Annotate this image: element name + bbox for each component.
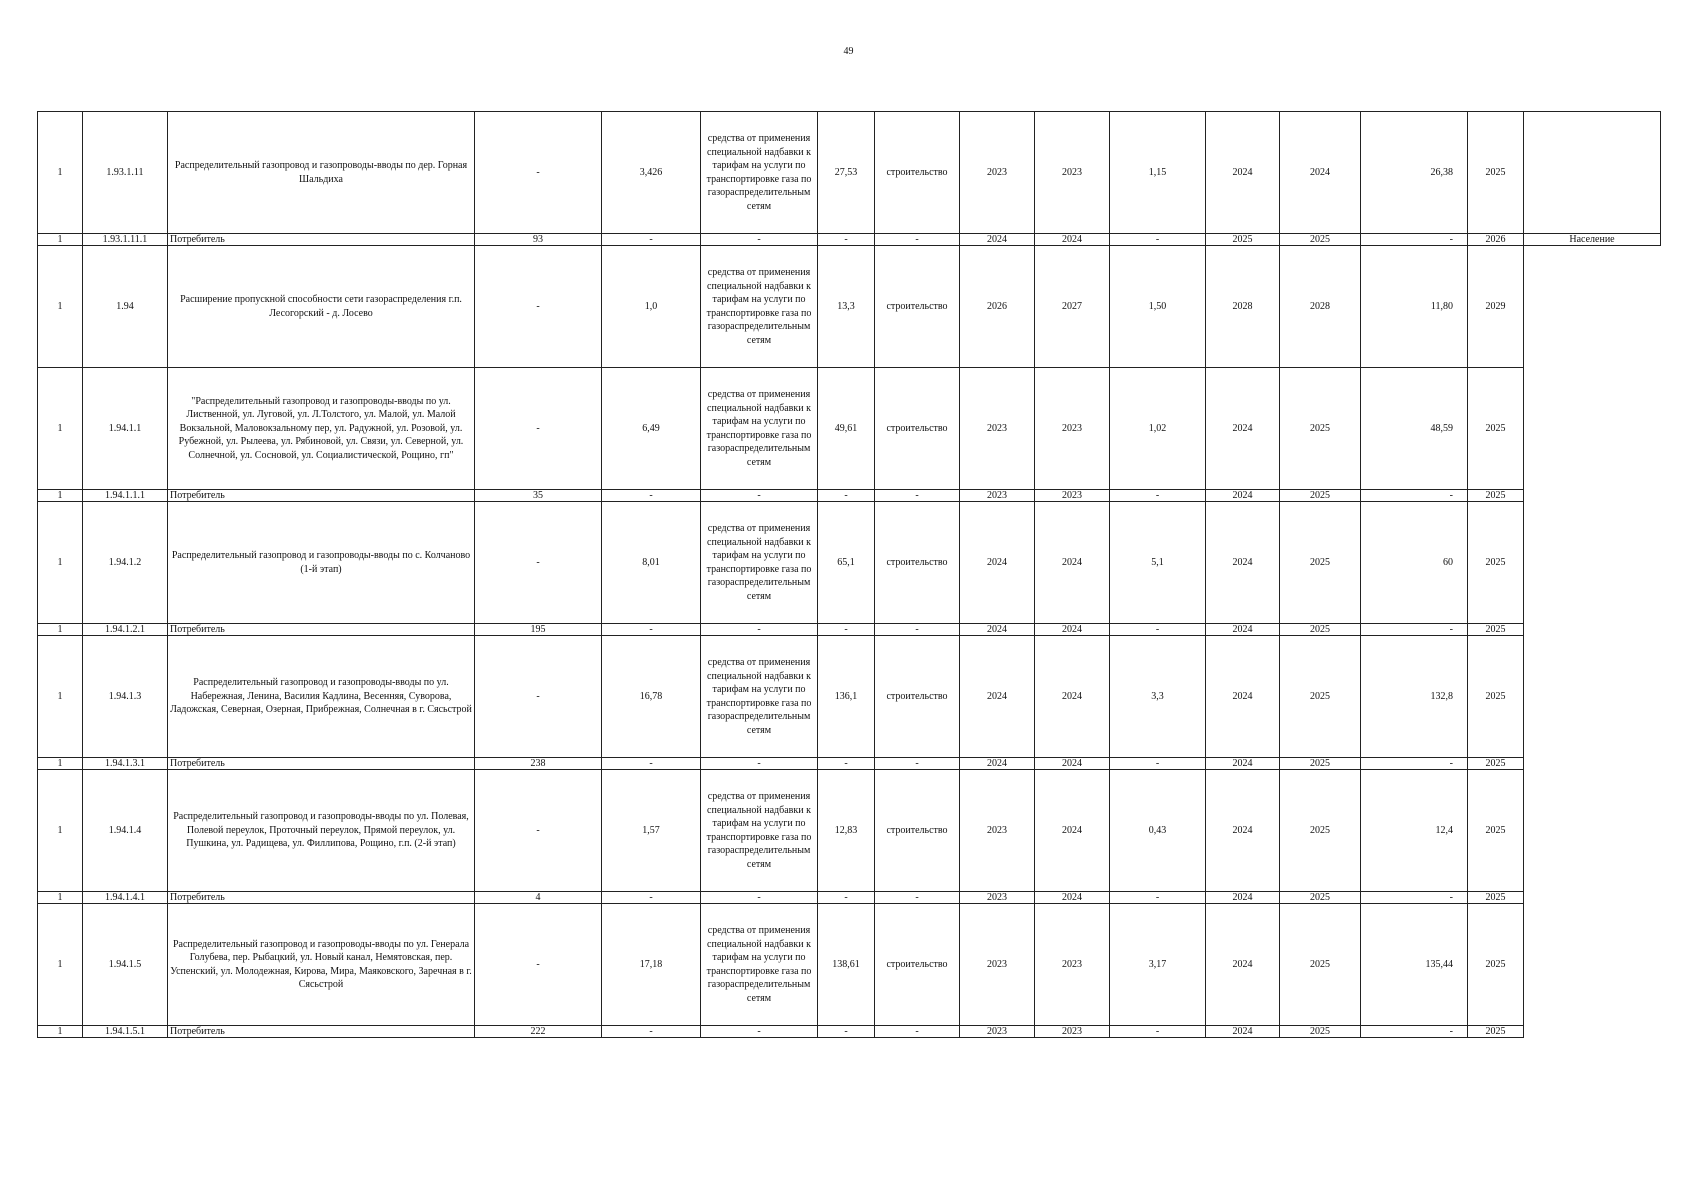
consumers-cell: - (475, 112, 602, 234)
work-type-cell: строительство (875, 502, 960, 624)
design-end-cell: 2024 (1035, 770, 1110, 892)
design-end-cell: 2023 (1035, 1026, 1110, 1038)
build-end-cell: 2025 (1280, 234, 1361, 246)
table-row (38, 636, 1661, 758)
design-cost-cell: - (1110, 892, 1206, 904)
item-code-cell: 1.94.1.3.1 (83, 758, 168, 770)
funding-source-cell: средства от применения специальной надбавки к тарифам на услуги по транспортировке газа по газораспределительным сетям (701, 112, 818, 234)
capacity-cell: - (602, 892, 701, 904)
design-cost-cell: 1,50 (1110, 246, 1206, 368)
build-start-cell: 2028 (1206, 246, 1280, 368)
build-start-cell: 2024 (1206, 1026, 1280, 1038)
commissioning-year-cell: 2025 (1468, 502, 1524, 624)
design-start-cell: 2023 (960, 112, 1035, 234)
object-name-cell: Потребитель (168, 490, 475, 502)
item-code-cell: 1.94.1.4 (83, 770, 168, 892)
design-start-cell: 2024 (960, 758, 1035, 770)
build-end-cell: 2024 (1280, 112, 1361, 234)
object-name-cell: "Распределительный газопровод и газопроводы-вводы по ул. Лиственной, ул. Луговой, ул. Л.Толстого, ул. Малой, ул. Малой Вокзальной, Маловокзальному пер, ул. Радужной, ул. Розовой, ул. Рубежной, ул. Рылеева, ул. Рябиновой, ул. Связи, ул. Северной, ул. Солнечной, ул. Сосновой, ул. Социалистической, Рощино, гп" (168, 368, 475, 490)
design-cost-cell: 0,43 (1110, 770, 1206, 892)
commissioning-year-cell: 2025 (1468, 904, 1524, 1026)
build-cost-cell: - (1361, 490, 1468, 502)
object-name-cell: Потребитель (168, 1026, 475, 1038)
funding-source-cell: средства от применения специальной надбавки к тарифам на услуги по транспортировке газа по газораспределительным сетям (701, 502, 818, 624)
total-cost-cell: - (818, 758, 875, 770)
work-type-cell: строительство (875, 904, 960, 1026)
row-number-cell: 1 (38, 770, 83, 892)
consumers-cell: 195 (475, 624, 602, 636)
total-cost-cell: 136,1 (818, 636, 875, 758)
table-row (38, 502, 1661, 624)
build-end-cell: 2025 (1280, 624, 1361, 636)
capacity-cell: 6,49 (602, 368, 701, 490)
design-cost-cell: - (1110, 490, 1206, 502)
row-number-cell: 1 (38, 490, 83, 502)
build-cost-cell: 11,80 (1361, 246, 1468, 368)
build-cost-cell: 135,44 (1361, 904, 1468, 1026)
build-cost-cell: 60 (1361, 502, 1468, 624)
commissioning-year-cell: 2026 (1468, 234, 1524, 246)
design-end-cell: 2023 (1035, 904, 1110, 1026)
object-name-cell: Расширение пропускной способности сети газораспределения г.п. Лесогорский - д. Лосево (168, 246, 475, 368)
design-end-cell: 2024 (1035, 624, 1110, 636)
consumers-cell: 93 (475, 234, 602, 246)
total-cost-cell: 12,83 (818, 770, 875, 892)
build-cost-cell: - (1361, 1026, 1468, 1038)
build-start-cell: 2024 (1206, 770, 1280, 892)
item-code-cell: 1.94.1.1 (83, 368, 168, 490)
design-start-cell: 2023 (960, 490, 1035, 502)
object-name-cell: Потребитель (168, 892, 475, 904)
page-number: 49 (843, 46, 854, 57)
build-end-cell: 2025 (1280, 490, 1361, 502)
build-cost-cell: 12,4 (1361, 770, 1468, 892)
consumers-cell: 222 (475, 1026, 602, 1038)
table-row (38, 368, 1661, 490)
work-type-cell: - (875, 624, 960, 636)
table-row (38, 246, 1661, 368)
row-number-cell: 1 (38, 624, 83, 636)
commissioning-year-cell: 2025 (1468, 758, 1524, 770)
capacity-cell: 8,01 (602, 502, 701, 624)
table-row (38, 490, 1661, 502)
total-cost-cell: - (818, 234, 875, 246)
design-cost-cell: 3,17 (1110, 904, 1206, 1026)
build-start-cell: 2024 (1206, 112, 1280, 234)
table-row (38, 770, 1661, 892)
row-number-cell: 1 (38, 1026, 83, 1038)
consumers-cell: 35 (475, 490, 602, 502)
capacity-cell: 16,78 (602, 636, 701, 758)
funding-source-cell: средства от применения специальной надбавки к тарифам на услуги по транспортировке газа по газораспределительным сетям (701, 904, 818, 1026)
build-end-cell: 2025 (1280, 636, 1361, 758)
work-type-cell: строительство (875, 770, 960, 892)
funding-source-cell: - (701, 624, 818, 636)
design-end-cell: 2024 (1035, 758, 1110, 770)
commissioning-year-cell: 2025 (1468, 636, 1524, 758)
commissioning-year-cell: 2025 (1468, 368, 1524, 490)
consumers-cell: - (475, 636, 602, 758)
table-row (38, 624, 1661, 636)
consumer-category-cell (1524, 624, 1661, 636)
item-code-cell: 1.94.1.4.1 (83, 892, 168, 904)
capacity-cell: 1,0 (602, 246, 701, 368)
consumer-category-cell (1524, 1026, 1661, 1038)
build-cost-cell: - (1361, 758, 1468, 770)
consumer-category-cell (1524, 758, 1661, 770)
total-cost-cell: 49,61 (818, 368, 875, 490)
table-row (38, 758, 1661, 770)
design-start-cell: 2023 (960, 892, 1035, 904)
table-row (38, 234, 1661, 246)
consumers-cell: - (475, 904, 602, 1026)
item-code-cell: 1.94.1.1.1 (83, 490, 168, 502)
total-cost-cell: - (818, 490, 875, 502)
build-cost-cell: - (1361, 624, 1468, 636)
row-number-cell: 1 (38, 112, 83, 234)
build-cost-cell: - (1361, 234, 1468, 246)
total-cost-cell: 13,3 (818, 246, 875, 368)
total-cost-cell: 27,53 (818, 112, 875, 234)
table-row (38, 112, 1661, 234)
build-end-cell: 2025 (1280, 368, 1361, 490)
design-end-cell: 2023 (1035, 368, 1110, 490)
consumer-category-cell (1524, 770, 1661, 892)
funding-source-cell: - (701, 892, 818, 904)
object-name-cell: Потребитель (168, 624, 475, 636)
design-start-cell: 2023 (960, 770, 1035, 892)
commissioning-year-cell: 2029 (1468, 246, 1524, 368)
consumers-cell: - (475, 246, 602, 368)
item-code-cell: 1.94.1.5.1 (83, 1026, 168, 1038)
investment-table (37, 111, 1661, 1038)
table-row (38, 1026, 1661, 1038)
object-name-cell: Распределительный газопровод и газопроводы-вводы по с. Колчаново (1-й этап) (168, 502, 475, 624)
consumer-category-cell: Население (1524, 234, 1661, 246)
design-end-cell: 2023 (1035, 490, 1110, 502)
total-cost-cell: - (818, 1026, 875, 1038)
design-end-cell: 2024 (1035, 502, 1110, 624)
object-name-cell: Распределительный газопровод и газопроводы-вводы по ул. Набережная, Ленина, Василия Кадлина, Весенняя, Суворова, Ладожская, Северная, Озерная, Прибрежная, Солнечная в г. Сясьстрой (168, 636, 475, 758)
capacity-cell: 3,426 (602, 112, 701, 234)
capacity-cell: 1,57 (602, 770, 701, 892)
funding-source-cell: средства от применения специальной надбавки к тарифам на услуги по транспортировке газа по газораспределительным сетям (701, 246, 818, 368)
build-cost-cell: 26,38 (1361, 112, 1468, 234)
item-code-cell: 1.94 (83, 246, 168, 368)
consumer-category-cell (1524, 490, 1661, 502)
consumers-cell: 238 (475, 758, 602, 770)
funding-source-cell: - (701, 758, 818, 770)
funding-source-cell: средства от применения специальной надбавки к тарифам на услуги по транспортировке газа по газораспределительным сетям (701, 770, 818, 892)
item-code-cell: 1.93.1.11.1 (83, 234, 168, 246)
build-start-cell: 2024 (1206, 892, 1280, 904)
item-code-cell: 1.94.1.2 (83, 502, 168, 624)
work-type-cell: строительство (875, 246, 960, 368)
funding-source-cell: средства от применения специальной надбавки к тарифам на услуги по транспортировке газа по газораспределительным сетям (701, 368, 818, 490)
consumer-category-cell (1524, 636, 1661, 758)
consumers-cell: - (475, 502, 602, 624)
funding-source-cell: средства от применения специальной надбавки к тарифам на услуги по транспортировке газа по газораспределительным сетям (701, 636, 818, 758)
design-start-cell: 2024 (960, 502, 1035, 624)
build-start-cell: 2025 (1206, 234, 1280, 246)
row-number-cell: 1 (38, 636, 83, 758)
work-type-cell: строительство (875, 112, 960, 234)
capacity-cell: - (602, 624, 701, 636)
object-name-cell: Потребитель (168, 234, 475, 246)
work-type-cell: - (875, 758, 960, 770)
total-cost-cell: - (818, 892, 875, 904)
consumers-cell: 4 (475, 892, 602, 904)
capacity-cell: - (602, 758, 701, 770)
design-cost-cell: - (1110, 234, 1206, 246)
work-type-cell: строительство (875, 636, 960, 758)
design-cost-cell: 1,15 (1110, 112, 1206, 234)
design-start-cell: 2026 (960, 246, 1035, 368)
consumer-category-cell (1524, 368, 1661, 490)
commissioning-year-cell: 2025 (1468, 892, 1524, 904)
capacity-cell: 17,18 (602, 904, 701, 1026)
build-start-cell: 2024 (1206, 624, 1280, 636)
design-start-cell: 2023 (960, 1026, 1035, 1038)
design-end-cell: 2027 (1035, 246, 1110, 368)
consumer-category-cell (1524, 904, 1661, 1026)
item-code-cell: 1.94.1.3 (83, 636, 168, 758)
work-type-cell: - (875, 892, 960, 904)
total-cost-cell: 65,1 (818, 502, 875, 624)
design-cost-cell: 1,02 (1110, 368, 1206, 490)
build-end-cell: 2025 (1280, 770, 1361, 892)
row-number-cell: 1 (38, 246, 83, 368)
build-start-cell: 2024 (1206, 490, 1280, 502)
design-start-cell: 2023 (960, 904, 1035, 1026)
build-start-cell: 2024 (1206, 758, 1280, 770)
consumer-category-cell (1524, 502, 1661, 624)
build-cost-cell: 48,59 (1361, 368, 1468, 490)
build-start-cell: 2024 (1206, 502, 1280, 624)
row-number-cell: 1 (38, 234, 83, 246)
total-cost-cell: 138,61 (818, 904, 875, 1026)
design-cost-cell: - (1110, 758, 1206, 770)
work-type-cell: - (875, 1026, 960, 1038)
row-number-cell: 1 (38, 892, 83, 904)
consumers-cell: - (475, 368, 602, 490)
row-number-cell: 1 (38, 368, 83, 490)
commissioning-year-cell: 2025 (1468, 770, 1524, 892)
table-row (38, 904, 1661, 1026)
capacity-cell: - (602, 1026, 701, 1038)
consumer-category-cell (1524, 112, 1661, 234)
object-name-cell: Распределительный газопровод и газопроводы-вводы по ул. Полевая, Полевой переулок, Проточный переулок, Прямой переулок, ул. Пушкина, ул. Радищева, ул. Филлипова, Рощино, г.п. (2-й этап) (168, 770, 475, 892)
capacity-cell: - (602, 490, 701, 502)
total-cost-cell: - (818, 624, 875, 636)
build-end-cell: 2028 (1280, 246, 1361, 368)
design-start-cell: 2024 (960, 636, 1035, 758)
design-end-cell: 2024 (1035, 892, 1110, 904)
item-code-cell: 1.93.1.11 (83, 112, 168, 234)
design-start-cell: 2024 (960, 624, 1035, 636)
work-type-cell: - (875, 490, 960, 502)
design-cost-cell: 3,3 (1110, 636, 1206, 758)
design-start-cell: 2024 (960, 234, 1035, 246)
build-end-cell: 2025 (1280, 892, 1361, 904)
commissioning-year-cell: 2025 (1468, 112, 1524, 234)
item-code-cell: 1.94.1.5 (83, 904, 168, 1026)
build-cost-cell: - (1361, 892, 1468, 904)
commissioning-year-cell: 2025 (1468, 490, 1524, 502)
object-name-cell: Распределительный газопровод и газопроводы-вводы по дер. Горная Шальдиха (168, 112, 475, 234)
design-end-cell: 2023 (1035, 112, 1110, 234)
build-start-cell: 2024 (1206, 636, 1280, 758)
build-start-cell: 2024 (1206, 904, 1280, 1026)
work-type-cell: строительство (875, 368, 960, 490)
design-cost-cell: 5,1 (1110, 502, 1206, 624)
build-end-cell: 2025 (1280, 1026, 1361, 1038)
capacity-cell: - (602, 234, 701, 246)
build-end-cell: 2025 (1280, 758, 1361, 770)
build-end-cell: 2025 (1280, 502, 1361, 624)
design-start-cell: 2023 (960, 368, 1035, 490)
commissioning-year-cell: 2025 (1468, 1026, 1524, 1038)
item-code-cell: 1.94.1.2.1 (83, 624, 168, 636)
funding-source-cell: - (701, 490, 818, 502)
design-end-cell: 2024 (1035, 636, 1110, 758)
build-cost-cell: 132,8 (1361, 636, 1468, 758)
table-row (38, 892, 1661, 904)
build-start-cell: 2024 (1206, 368, 1280, 490)
build-end-cell: 2025 (1280, 904, 1361, 1026)
object-name-cell: Распределительный газопровод и газопроводы-вводы по ул. Генерала Голубева, пер. Рыбацкий, ул. Новый канал, Немятовская, пер. Успенский, ул. Молодежная, Кирова, Мира, Маяковского, Заречная в г. Сясьстрой (168, 904, 475, 1026)
object-name-cell: Потребитель (168, 758, 475, 770)
funding-source-cell: - (701, 1026, 818, 1038)
commissioning-year-cell: 2025 (1468, 624, 1524, 636)
consumers-cell: - (475, 770, 602, 892)
row-number-cell: 1 (38, 502, 83, 624)
design-cost-cell: - (1110, 1026, 1206, 1038)
work-type-cell: - (875, 234, 960, 246)
design-cost-cell: - (1110, 624, 1206, 636)
funding-source-cell: - (701, 234, 818, 246)
consumer-category-cell (1524, 246, 1661, 368)
row-number-cell: 1 (38, 758, 83, 770)
row-number-cell: 1 (38, 904, 83, 1026)
consumer-category-cell (1524, 892, 1661, 904)
design-end-cell: 2024 (1035, 234, 1110, 246)
